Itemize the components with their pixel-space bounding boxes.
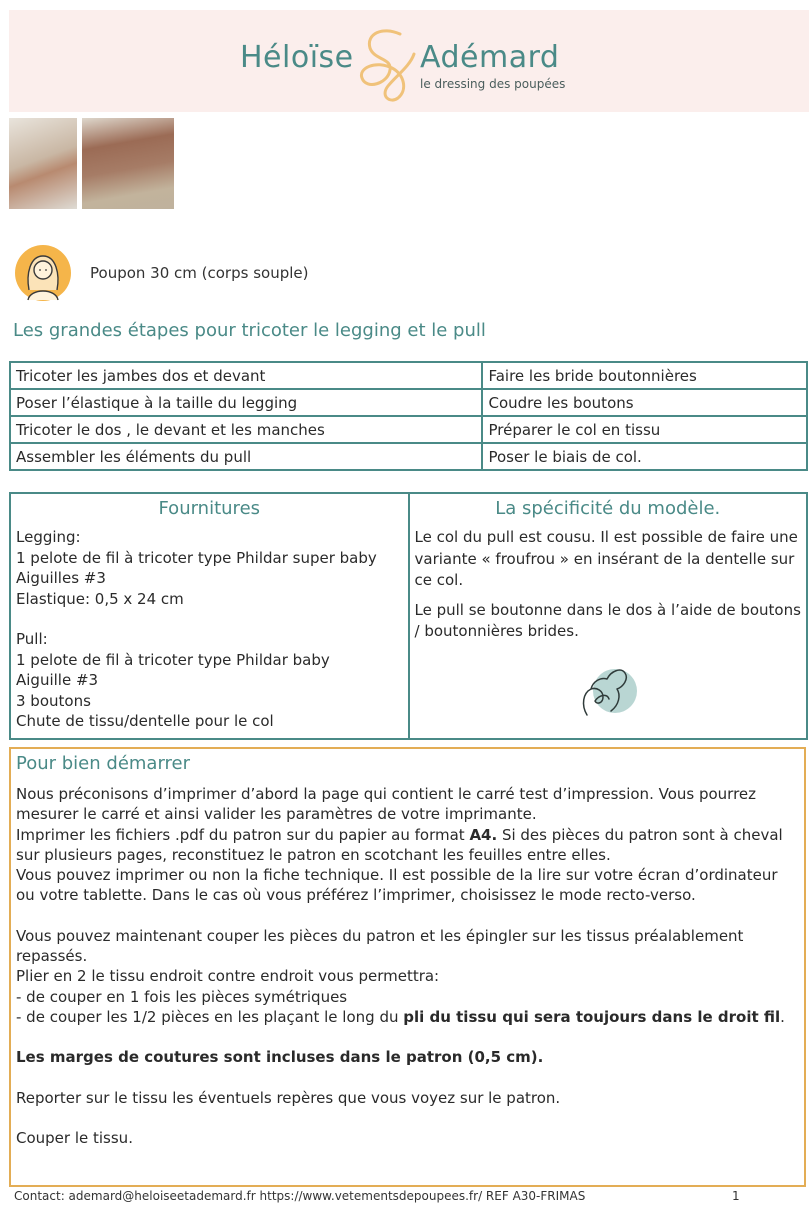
supply-item: 1 pelote de fil à tricoter type Phildar super baby [16,548,377,567]
supply-item: Chute de tissu/dentelle pour le col [16,712,274,730]
supplies-cell [10,493,409,739]
start-paragraph: Vous pouvez imprimer ou non la fiche technique. Il est possible de la lire sur votre écran d’ordinateur ou votre tablette. Dans le cas où vous préférez l’imprimer, choisissez le mode recto-verso. [16,866,778,905]
supply-item: 1 pelote de fil à tricoter type Phildar baby [16,650,330,669]
step-cell: Tricoter le dos , le devant et les manches [10,416,482,443]
ampersand-logo-icon [352,24,422,104]
supply-item: Elastique: 0,5 x 24 cm [16,589,184,608]
supply-item: Aiguille #3 [16,671,99,689]
specifics-cell [409,493,808,739]
start-paragraph: Plier en 2 le tissu endroit contre endroit vous permettra: [16,967,440,986]
start-paragraph: Imprimer les fichiers .pdf du patron sur du papier au format A4. Si des pièces du patron sont à cheval sur plusieurs pages, reconstituez le patron en scotchant les feuilles entre elles. [16,825,783,864]
start-paragraph: Les marges de coutures sont incluses dans le patron (0,5 cm). [16,1048,544,1067]
step-cell: Préparer le col en tissu [482,416,807,443]
specifics-title: La spécificité du modèle. [495,498,721,519]
specifics-paragraph: Le pull se boutonne dans le dos à l’aide de boutons / boutonnières brides. [414,600,801,640]
getting-started-box [9,747,806,1187]
logo-tagline: le dressing des poupées [420,77,566,91]
doll-avatar-icon [14,244,72,302]
supply-item: Pull: [16,630,48,648]
logo-name-right: Adémard [420,40,560,75]
step-cell: Poser le biais de col. [482,443,807,470]
start-paragraph: - de couper en 1 fois les pièces symétriques [16,987,348,1006]
supplies-title: Fournitures [158,498,261,519]
specifics-paragraph: Le col du pull est cousu. Il est possible de faire une variante « froufrou » en insérant de la dentelle sur ce col. [414,528,798,589]
table-row [10,362,807,389]
start-paragraph: Reporter sur le tissu les éventuels repères que vous voyez sur le patron. [16,1088,561,1107]
step-cell: Poser l’élastique à la taille du legging [10,389,482,416]
step-cell: Tricoter les jambes dos et devant [10,362,482,389]
start-paragraph: - de couper les 1/2 pièces en les plaçant le long du pli du tissu qui sera toujours dans le droit fil. [16,1007,785,1026]
table-row [10,389,807,416]
supply-item: Legging: [16,528,81,546]
supply-item: 3 boutons [16,691,91,710]
page-number: 1 [732,1189,740,1203]
steps-title: Les grandes étapes pour tricoter le legging et le pull [13,320,486,341]
start-paragraph: Couper le tissu. [16,1128,133,1147]
hand-sewing-icon [573,657,643,721]
start-paragraph: Vous pouvez maintenant couper les pièces du patron et les épingler sur les tissus préalablement repassés. [16,926,744,966]
table-row [10,416,807,443]
getting-started-title: Pour bien démarrer [16,753,191,774]
step-cell: Faire les bride boutonnières [482,362,807,389]
logo-name-left: Héloïse [240,40,354,75]
doll-photo-1 [9,118,77,209]
table-row [10,443,807,470]
step-cell: Assembler les éléments du pull [10,443,482,470]
doll-size-label: Poupon 30 cm (corps souple) [90,264,309,282]
steps-table [9,361,808,471]
start-paragraph: Nous préconisons d’imprimer d’abord la page qui contient le carré test d’impression. Vous pourrez mesurer le carré et ainsi valider les paramètres de votre imprimante. [16,785,757,824]
supply-item: Aiguilles #3 [16,569,106,587]
footer-contact: Contact: ademard@heloiseetademard.fr https://www.vetementsdepoupees.fr/ REF A30-FRIMAS [14,1189,586,1203]
info-table [9,492,808,740]
outfit-photo-2 [82,118,174,209]
step-cell: Coudre les boutons [482,389,807,416]
